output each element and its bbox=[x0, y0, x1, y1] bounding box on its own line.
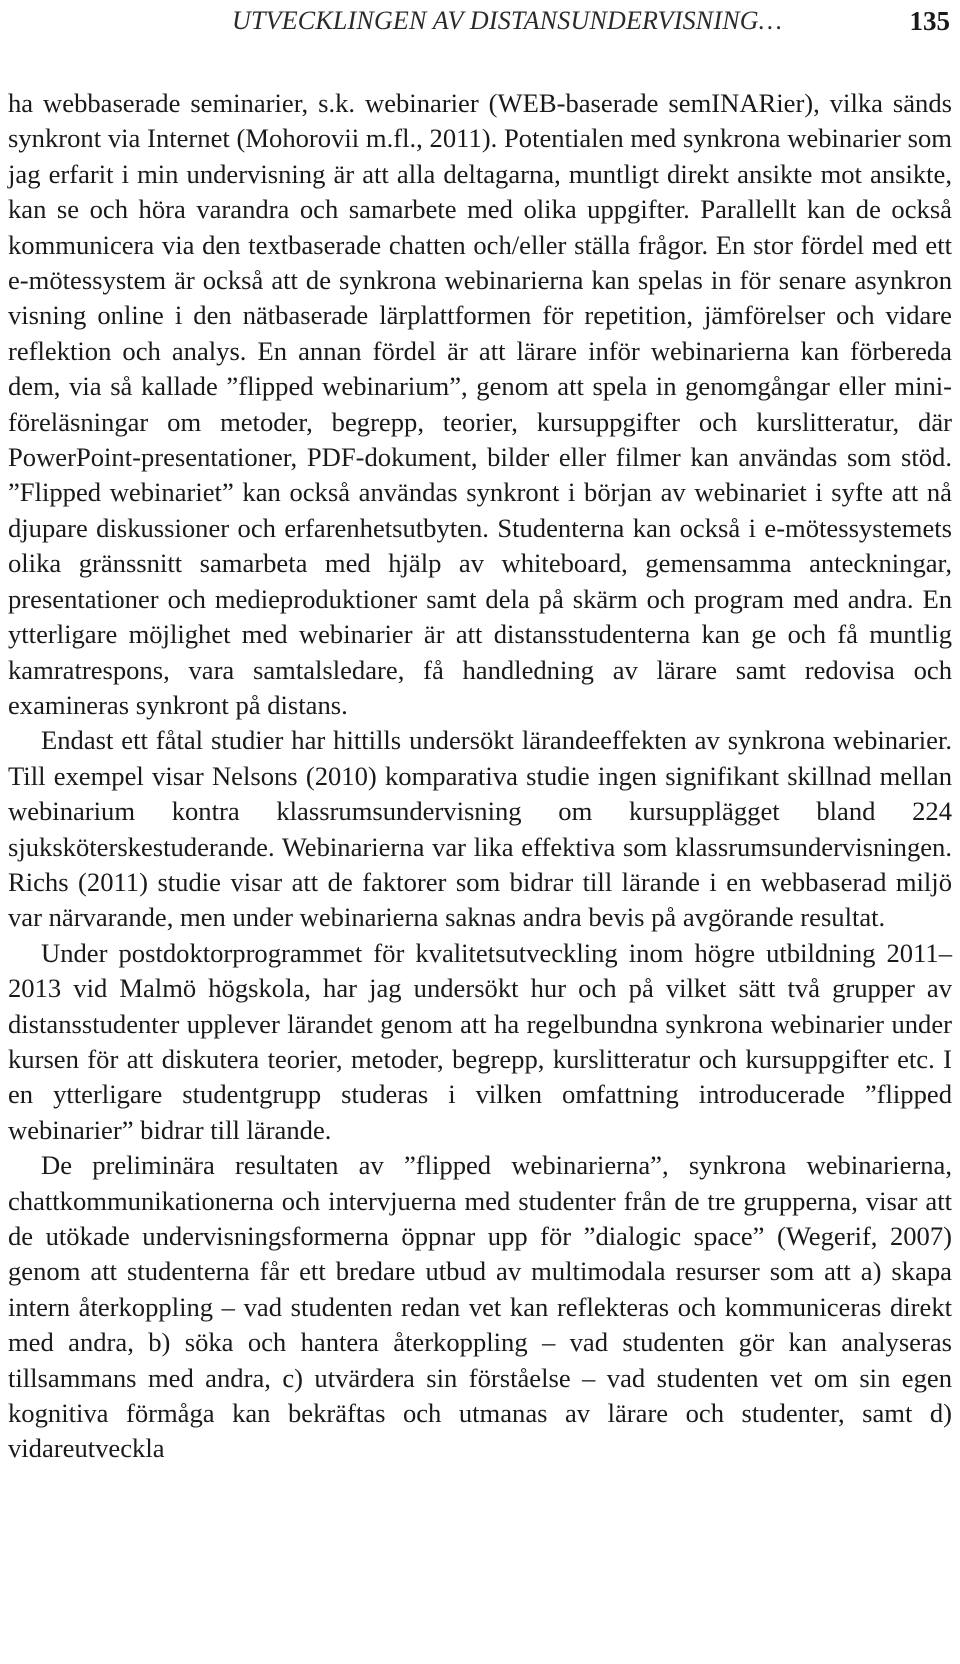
paragraph-preliminary-results: De preliminära resultaten av ”flipped webinarierna”, synkrona webinarierna, chattkommunikationerna och intervjuerna med studenter från de tre grupperna, visar att de utökade undervisningsformerna öppnar upp för ”dialogic space” (Wegerif, 2007) genom att studenterna får ett bredare utbud av multimodala resurser som att a) skapa intern återkoppling – vad studenten redan vet kan reflekteras och kommuniceras direkt med andra, b) söka och hantera återkoppling – vad studenten gör kan analyseras tillsammans med andra, c) utvärdera sin förståelse – vad studenten vet om sin egen kognitiva förmåga kan bekräftas och utmanas av lärare och studenter, samt d) vidareutveckla bbox=[8, 1150, 952, 1464]
running-title: UTVECKLINGEN AV DISTANSUNDERVISNING… bbox=[232, 6, 783, 35]
paragraph-previous-studies: Endast ett fåtal studier har hittills undersökt lärandeeffekten av synkrona webinarier. Till exempel visar Nelsons (2010) komparativa studie ingen signifikant skillnad mellan webinarium kontra klassrumsundervisning om kursupplägget bland 224 sjuksköterskestuderande. Webinarierna var lika effektiva som klassrumsundervisningen. Richs (2011) studie visar att de faktorer som bidrar till lärande i en webbaserad miljö var närvarande, men under webinarierna saknas andra bevis på avgörande resultat. bbox=[8, 725, 952, 933]
running-header bbox=[0, 6, 952, 46]
page-number: 135 bbox=[909, 6, 950, 36]
paragraph-webinar-intro: ha webbaserade seminarier, s.k. webinarier (WEB-baserade semINARier), vilka sänds synkront via Internet (Mohorovii m.fl., 2011). Potentialen med synkrona webinarier som jag erfarit i min undervisning är att alla deltagarna, muntligt direkt ansikte mot ansikte, kan se och höra varandra och samarbete med olika uppgifter. Parallellt kan de också kommunicera via den textbaserade chatten och/eller ställa frågor. En stor fördel med ett e-mötessystem är också att de synkrona webinarierna kan spelas in för senare asynkron visning online i den nätbaserade lärplattformen för repetition, jämförelser och vidare reflektion och analys. En annan fördel är att lärare inför webinarierna kan förbereda dem, via så kallade ”flipped webinarium”, genom att spela in genomgångar eller mini-föreläsningar om metoder, begrepp, teorier, kursuppgifter och kurslitteratur, där PowerPoint-presentationer, PDF-dokument, bilder eller filmer kan användas som stöd. ”Flipped webinariet” kan också användas synkront i början av webinariet i syfte att nå djupare diskussioner och erfarenhetsutbyten. Studenterna kan också i e-mötessystemets olika gränssnitt samarbeta med hjälp av whiteboard, gemensamma anteckningar, presentationer och medieproduktioner samt dela på skärm och program med andra. En ytterligare möjlighet med webinarier är att distansstudenterna kan ge och få muntlig kamratrespons, vara samtalsledare, få handledning av lärare samt redovisa och examineras synkront på distans. bbox=[8, 88, 952, 720]
paragraph-postdoc-study: Under postdoktorprogrammet för kvalitetsutveckling inom högre utbildning 2011–2013 vid Malmö högskola, har jag undersökt hur och på vilket sätt två grupper av distansstudenter upplever lärandet genom att ha regelbundna synkrona webinarier under kursen för att diskutera teorier, metoder, begrepp, kurslitteratur och kursuppgifter etc. I en ytterligare studentgrupp studeras i vilken omfattning introducerade ”flipped webinarier” bidrar till lärande. bbox=[8, 937, 952, 1145]
body-text bbox=[8, 86, 952, 1467]
